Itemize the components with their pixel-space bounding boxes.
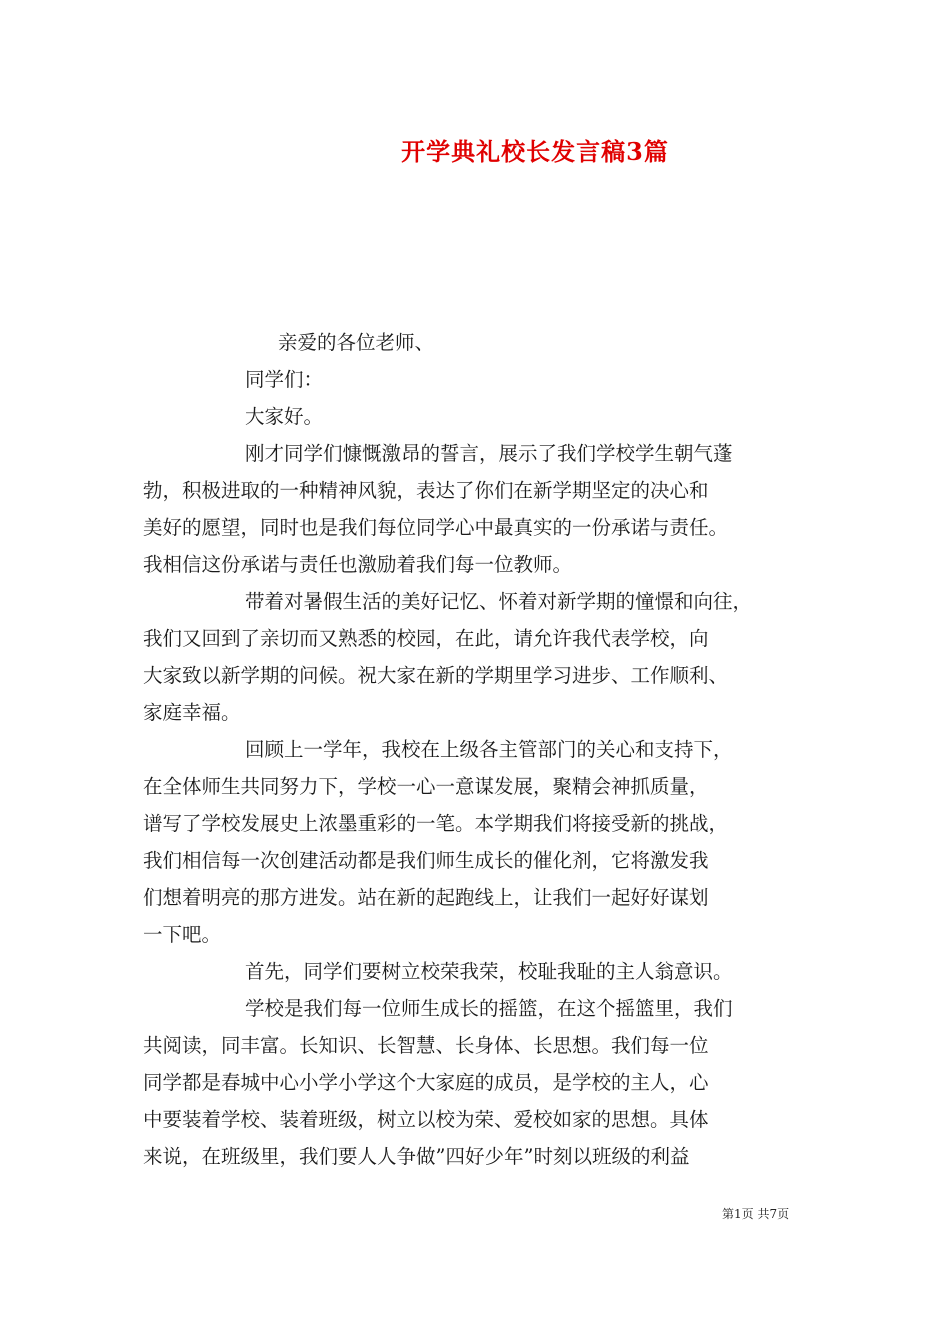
salutation-line: 亲爱的各位老师、 — [278, 331, 435, 354]
page-number: 第1页 共7页 — [722, 1207, 790, 1221]
salutation-line: 同学们： — [245, 368, 324, 391]
paragraph-line: 勃，积极进取的一种精神风貌，表达了你们在新学期坚定的决心和 — [143, 479, 709, 502]
paragraph-line: 家庭幸福。 — [143, 701, 241, 724]
paragraph-line: 大家致以新学期的问候。祝大家在新的学期里学习进步、工作顺利、 — [143, 664, 729, 687]
paragraph-line: 首先，同学们要树立校荣我荣，校耻我耻的主人翁意识。 — [245, 960, 733, 983]
paragraph-line: 谱写了学校发展史上浓墨重彩的一笔。本学期我们将接受新的挑战， — [143, 812, 729, 835]
paragraph-line: 一下吧。 — [143, 923, 222, 946]
greeting-line: 大家好。 — [245, 405, 324, 428]
document-title: 开学典礼校长发言稿3篇 — [401, 137, 669, 166]
paragraph-line: 带着对暑假生活的美好记忆、怀着对新学期的憧憬和向往， — [245, 590, 753, 613]
paragraph-line: 同学都是春城中心小学小学这个大家庭的成员，是学校的主人，心 — [143, 1071, 709, 1094]
paragraph-line: 我相信这份承诺与责任也激励着我们每一位教师。 — [143, 553, 573, 576]
paragraph-line: 刚才同学们慷慨激昂的誓言，展示了我们学校学生朝气蓬 — [245, 442, 733, 465]
paragraph-line: 在全体师生共同努力下，学校一心一意谋发展，聚精会神抓质量， — [143, 775, 709, 798]
paragraph-line: 美好的愿望，同时也是我们每位同学心中最真实的一份承诺与责任。 — [143, 516, 729, 539]
paragraph-line: 我们相信每一次创建活动都是我们师生成长的催化剂，它将激发我 — [143, 849, 709, 872]
paragraph-line: 共阅读，同丰富。长知识、长智慧、长身体、长思想。我们每一位 — [143, 1034, 709, 1057]
paragraph-line: 中要装着学校、装着班级，树立以校为荣、爱校如家的思想。具体 — [143, 1108, 709, 1131]
paragraph-line: 们想着明亮的那方进发。站在新的起跑线上，让我们一起好好谋划 — [143, 886, 709, 909]
document-body — [143, 324, 823, 1175]
paragraph-line: 我们又回到了亲切而又熟悉的校园，在此，请允许我代表学校，向 — [143, 627, 709, 650]
paragraph-line: 学校是我们每一位师生成长的摇篮，在这个摇篮里，我们 — [245, 997, 733, 1020]
paragraph-line: 来说，在班级里，我们要人人争做”四好少年”时刻以班级的利益 — [143, 1145, 690, 1168]
paragraph-line: 回顾上一学年，我校在上级各主管部门的关心和支持下， — [245, 738, 733, 761]
